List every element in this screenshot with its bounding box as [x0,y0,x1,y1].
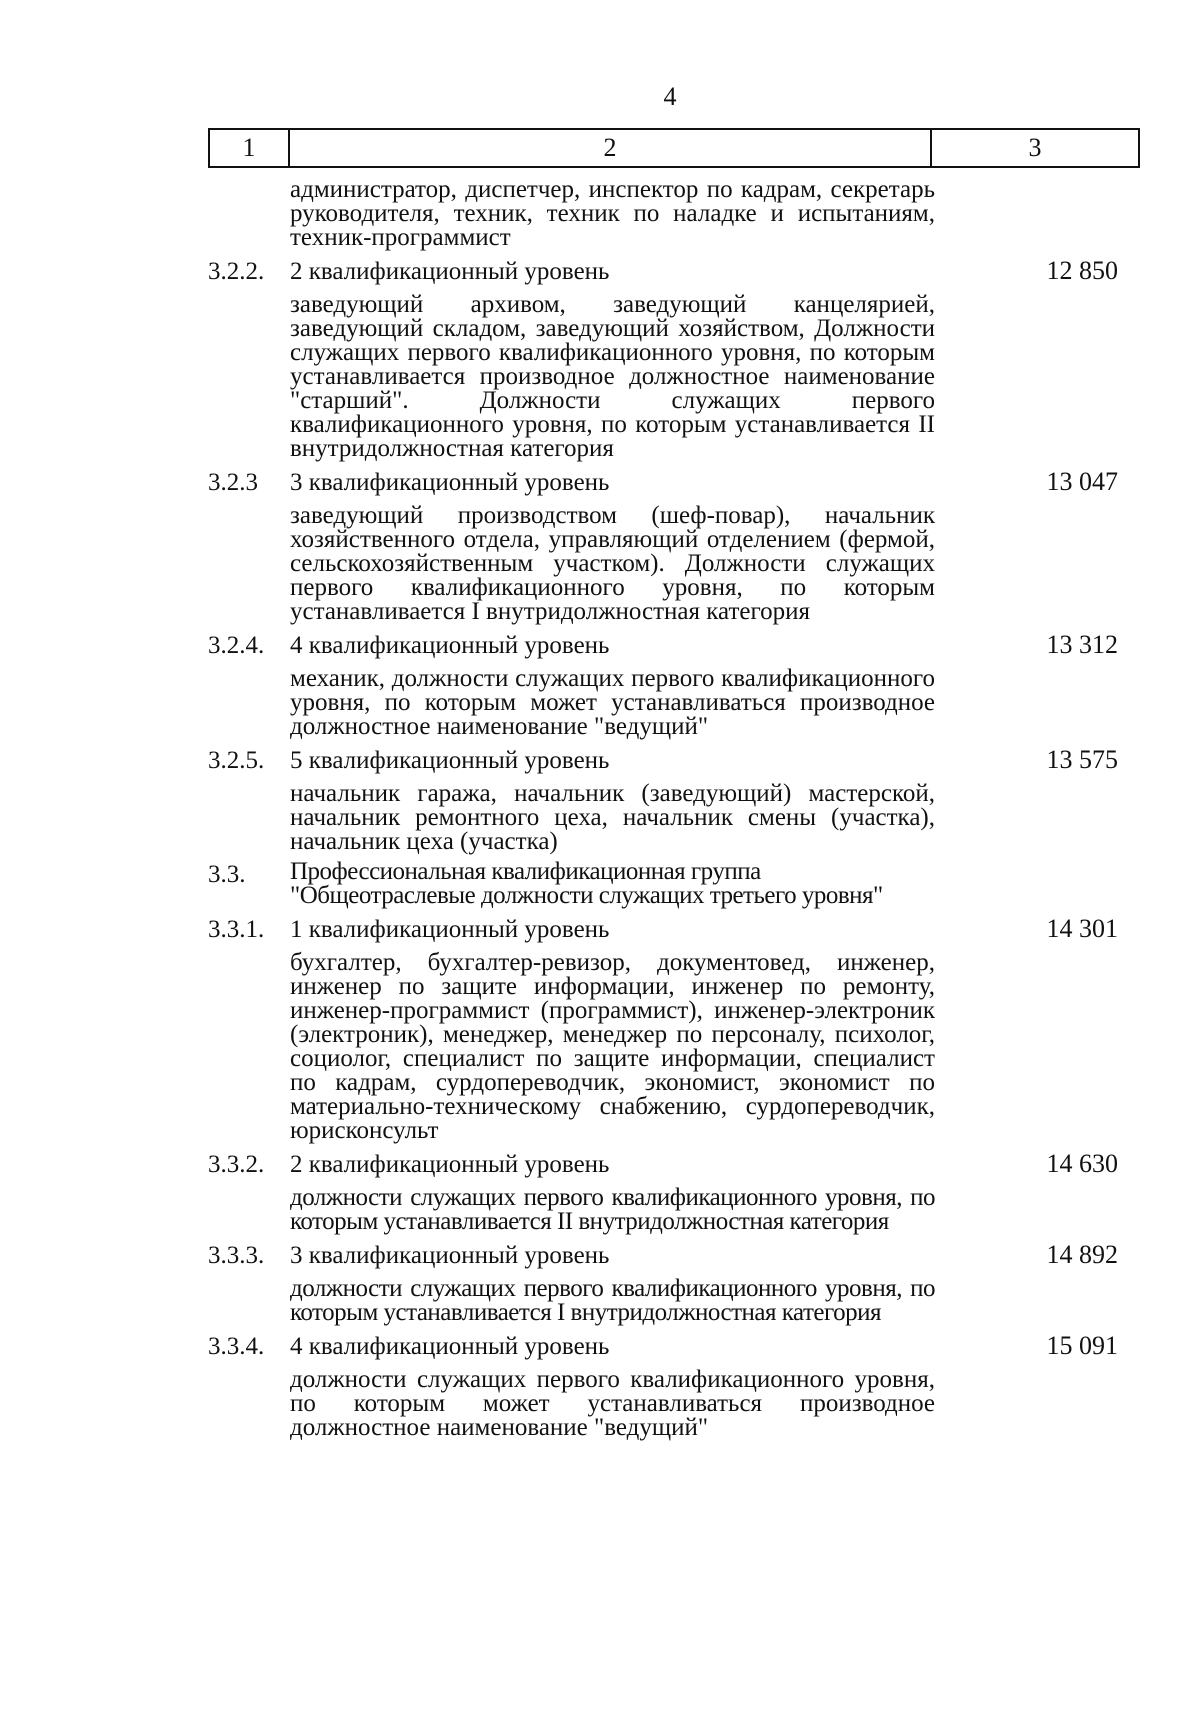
row-code: 3.3.1. [208,916,265,943]
row-description: заведующий производством (шеф-повар), начальник хозяйственного отдела, управляющий отделением (фермой, сельскохозяйственным участком). Должности служащих первого квалификационного уровня, по которым устанавливается I внутридолжностная категория [290,502,935,625]
table-row [208,256,1118,287]
row-title: 2 квалификационный уровень [290,1151,610,1178]
table-row [208,1331,1118,1362]
row-description: должности служащих первого квалификационного уровня, по которым может устанавливаться производное должностное наименование "ведущий" [290,1366,935,1441]
row-salary: 14 630 [1046,1149,1118,1178]
group-heading: Профессиональная квалификационная группа "Общеотраслевые должности служащих третьего уровня" [290,858,883,909]
row-description: механик, должности служащих первого квалификационного уровня, по которым может устанавливаться производное должностное наименование "ведущий" [290,665,935,740]
row-salary: 13 312 [1046,630,1118,659]
table-header [208,128,1140,168]
page-number: 4 [663,82,677,111]
header-col-3: 3 [1028,133,1042,162]
header-col-1: 1 [210,130,290,166]
row-title: 3 квалификационный уровень [290,469,610,496]
table-row [208,745,1118,776]
row-title: 1 квалификационный уровень [290,916,610,943]
row-title: 4 квалификационный уровень [290,1333,610,1360]
row-code: 3.2.2. [208,258,265,285]
row-description: заведующий архивом, заведующий канцелярией, заведующий складом, заведующий хозяйством, Должности служащих первого квалификационного уровня, по которым устанавливается производное должностное наименование "старший". Должности служащих первого квалификационного уровня, по которым устанавливается II внутридолжностная категория [290,291,935,462]
row-salary: 12 850 [1046,256,1118,285]
table-row [208,914,1118,945]
row-salary: 14 892 [1046,1240,1118,1269]
group-row [208,860,1118,908]
row-salary: 13 575 [1046,745,1118,774]
table-row [208,1149,1118,1180]
row-description: должности служащих первого квалификационного уровня, по которым устанавливается II внутридолжностная категория [290,1184,935,1235]
row-code: 3.3.3. [208,1242,265,1269]
row-salary: 15 091 [1046,1331,1118,1360]
row-title: 5 квалификационный уровень [290,747,610,774]
row-title: 2 квалификационный уровень [290,258,610,285]
row-salary: 13 047 [1046,467,1118,496]
table-row [208,1240,1118,1271]
row-code: 3.3. [208,861,246,888]
row-salary: 14 301 [1046,914,1118,943]
row-description: должности служащих первого квалификационного уровня, по которым устанавливается I внутридолжностная категория [290,1275,935,1326]
table-row [208,630,1118,661]
table-row [208,467,1118,498]
row-code: 3.3.2. [208,1151,265,1178]
row-description: начальник гаража, начальник (заведующий) мастерской, начальник ремонтного цеха, начальник смены (участка), начальник цеха (участка) [290,780,935,855]
row-description: бухгалтер, бухгалтер-ревизор, документовед, инженер, инженер по защите информации, инженер по ремонту, инженер-программист (программист), инженер-электроник (электроник), менеджер, менеджер по персоналу, психолог, социолог, специалист по защите информации, специалист по кадрам, сурдопереводчик, экономист, экономист по материально-техническому снабжению, сурдопереводчик, юрисконсульт [290,949,935,1144]
intro-description: администратор, диспетчер, инспектор по кадрам, секретарь руководителя, техник, техник по наладке и испытаниям, техник-программист [290,176,935,251]
row-code: 3.3.4. [208,1333,265,1360]
row-code: 3.2.3 [208,469,258,496]
row-code: 3.2.5. [208,747,265,774]
row-title: 4 квалификационный уровень [290,632,610,659]
row-code: 3.2.4. [208,632,265,659]
document-body [208,178,1118,1444]
header-col-2: 2 [290,130,932,166]
row-title: 3 квалификационный уровень [290,1242,610,1269]
